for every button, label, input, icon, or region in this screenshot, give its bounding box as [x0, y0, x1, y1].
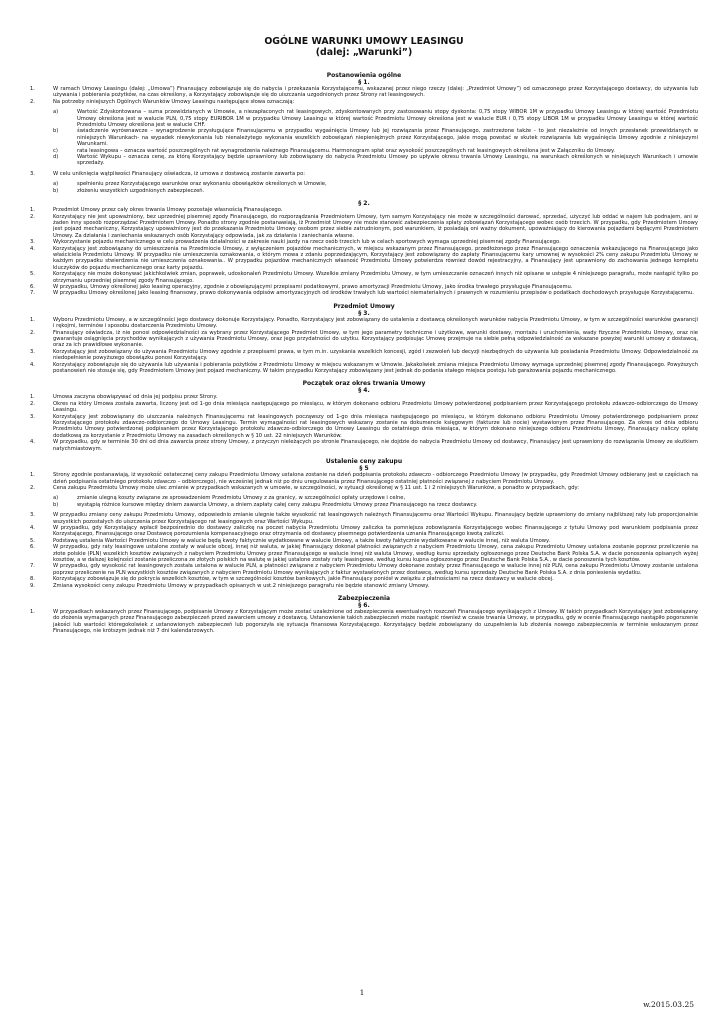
- clause-text: zmianie ulegną koszty związane ze sprowadzeniem Przedmiotu Umowy z za granicy, w szczególności opłaty urzędowe i celne,: [77, 495, 406, 502]
- clause-text: W przypadku zmiany ceny zakupu Przedmiotu Umowy, odpowiednio zmianie ulegnie także wysokość rat leasingowych należnych Finansującemu oraz Wartości Wykupu. Finansujący będzie uprawniony do zmiany najbliższej raty lub proporcjonalnie wszystkich pozostałych do uiszczenia przez Korzystającego rat leasingowych oraz Wartości Wykupu.: [53, 512, 698, 525]
- clause: [30, 290, 698, 296]
- clause-text: W ramach Umowy Leasingu (dalej: „Umowa”) Finansujący zobowiązuje się do nabycia i przekazania Korzystającemu, wskazanej przez niego rzeczy (dalej: „Przedmiot Umowy”) od oznaczonego przez Korzystającego dostawcy, do używania lub używania i pobierania pożytków, na czas określony, a Korzystający zobowiązuje się do uiszczania uzgodnionych przez Strony rat leasingowych.: [53, 86, 698, 99]
- clause-number: 1.: [30, 609, 35, 615]
- clause-number: 9.: [30, 582, 35, 589]
- sub-clause: [30, 188, 698, 194]
- clause-text: Przedmiot Umowy przez cały okres trwania Umowy pozostaje własnością Finansującego.: [53, 207, 283, 214]
- clause-text: Na potrzeby niniejszych Ogólnych Warunków Umowy Leasingu następujące słowa oznaczają:: [53, 98, 295, 105]
- clause-text: wystąpią różnice kursowe między dniem zawarcia Umowy, a dniem zapłaty całej ceny zakupu Przedmiotu Umowy przez Finansującego na rzecz dostawcy.: [77, 501, 478, 508]
- clause-text: W przypadku, gdy w terminie 30 dni od dnia zawarcia przez strony Umowy, z przyczyn nieleżących po stronie Finansującego, nie dojdzie do nabycia Przedmiotu Umowy od dostawcy, Finansujący jest uprawniony do rozwiązania Umowy ze skutkiem natychmiastowym.: [53, 439, 698, 452]
- clause-text: W przypadku, gdy raty leasingowe ustalone zostały w walucie obcej, innej niż waluta, w jakiej Finansujący dokonał płatności związanych z nabyciem Przedmiotu Umowy, cena zakupu Przedmiotu Umowy ustalona zostanie poprzez przeliczenie na złote polskie (PLN) wszelkich kosztów związanych z nabyciem Przedmiotu Umowy przez Finansującego w walucie innej niż waluta Umowy, według kursu sprzedaży ogłoszonego przez Deutsche Bank Polska S.A. w dacie ponoszenia opisanych wyżej kosztów, a w dalszej kolejności zostanie przeliczona ze złotych polskich na walutę w jakiej ustalone zostały raty leasingowe, według kursu kupna ogłoszonego przez Deutsche Bank Polska S.A., w dacie ponoszenia tych kosztów.: [53, 544, 698, 563]
- clause-text: W celu uniknięcia wątpliwości Finansujący oświadcza, iż umowa z dostawcą zostanie zawarta po:: [53, 170, 306, 177]
- clause-number: 1.: [30, 86, 35, 92]
- clause: [30, 583, 698, 589]
- clause-text: Wartość Wykupu – oznacza cenę, za którą Korzystający będzie uprawniony lub zobowiązany do nabycia Przedmiotu Umowy po upływie okresu trwania Umowy Leasingu, na warunkach określonych w niniejszych Warunkach i umowie sprzedaży.: [77, 154, 698, 167]
- clause-number: 1.: [30, 207, 35, 214]
- clause-text: Wykorzystanie pojazdu mechanicznego w celu prowadzenia działalności w zakresie nauki jazdy na rzecz osób trzecich lub w celach sportowych wymaga uprzedniej pisemnej zgody Finansującego.: [53, 239, 561, 246]
- clause: [30, 485, 698, 491]
- section-number: § 5: [359, 465, 369, 473]
- clause: [30, 246, 698, 272]
- clause-text: Cena zakupu Przedmiotu Umowy może ulec zmianie w przypadkach wskazanych w umowie, w szczególności, w sytuacji określonej w § 11 ust. 1 i 2 niniejszych Warunków, a ponadto w przypadkach, gdy:: [53, 484, 579, 491]
- clause: [30, 317, 698, 330]
- clause-text: złożeniu wszystkich uzgodnionych zabezpieczeń.: [77, 187, 205, 194]
- clause-number: 1.: [30, 472, 35, 479]
- section-heading: Przedmiot Umowy: [333, 302, 395, 310]
- clause-text: W przypadku, Umowy określonej jako leasing operacyjny, zgodnie z obowiązującymi przepisami podatkowymi, prawo amortyzacji Przedmiotu Umowy, jako środka trwałego przysługuje Finansującemu.: [53, 283, 573, 290]
- clause: [30, 349, 698, 362]
- clause-number: 4.: [30, 361, 35, 368]
- clause-number: 2.: [30, 484, 35, 491]
- clause: [30, 330, 698, 349]
- section-heading: Postanowienia ogólne: [326, 72, 402, 79]
- clause: [30, 401, 698, 414]
- clause-number: 3.: [30, 239, 35, 246]
- clause: [30, 544, 698, 563]
- section-number: § 4.: [358, 387, 370, 395]
- clause-text: Podstawą ustalenia Wartości Przedmiotu Umowy w walucie będą kwoty faktycznie wydatkowane w walucie Umowy, a także kwoty faktycznie wydatkowane w walucie innej, niż waluta Umowy.: [53, 537, 551, 544]
- clause-number: 5.: [30, 537, 35, 544]
- clause-number: 3.: [30, 170, 35, 177]
- clause: [30, 439, 698, 452]
- clause-text: W przypadkach wskazanych przez Finansującego, podpisanie Umowy z Korzystającym może zostać uzależnione od zabezpieczenia ewentualnych roszczeń Finansującego wynikających z Umowy. W takich przypadkach Korzystający jest zobowiązany do złożenia wymaganych przez Finansującego zabezpieczeń przed zawarciem umowy z dostawcą. Ustanowienie takich zabezpieczeń może nastąpić również w czasie trwania Umowy, w przypadku, gdy w ocenie Finansującego nastąpiło pogorszenie jakości lub wartości któregokolwiek z ustanowionych zabezpieczeń lub pogorszyła się sytuacja finansowa Korzystającego. Korzystający będzie zobowiązany do uzupełnienia lub złożenia nowego zabezpieczenia w terminie wskazanym przez Finansującego, nie krótszym jednak niż 7 dni kalendarzowych.: [53, 609, 698, 635]
- clause: [30, 86, 698, 99]
- clause: [30, 99, 698, 105]
- clause: [30, 512, 698, 525]
- sections-container: [30, 72, 698, 635]
- clause-text: Korzystający jest zobowiązany do umieszczenia na Przedmiocie Umowy, z wyłączeniem pojazdów mechanicznych, w miejscu wskazanym przez Finansującego, przedłożonego przez Finansującego oznaczenia wskazującego na Finansującego jako właściciela Przedmiotu Umowy. W przypadku nie umieszczenia oznakowania, o którym mowa z zdaniu poprzedzającym, Korzystający jest zobowiązany do zapłaty Finansującemu kary umownej w wysokości 2% ceny zakupu Przedmiotu Umowy w każdym przypadku stwierdzenia nie umieszczenia oznakowania.. W przypadku pojazdów mechanicznych własność Przedmiotu Umowy potwierdza również dowód rejestracyjny, a Finansujący jest uprawniony do zachowania jednego kompletu kluczyków do pojazdu mechanicznego oraz karty pojazdu.: [53, 245, 698, 271]
- clause-text: spełnieniu przez Korzystającego warunków oraz wykonaniu obowiązków określonych w Umowie,: [77, 181, 327, 188]
- clause-text: Korzystający jest zobowiązany do używania Przedmiotu Umowy zgodnie z przepisami prawa, w tym m.in. uzyskania wszelkich koncesji, zgód i zezwoleń lub decyzji niezbędnych do używania lub posiadania Przedmiotu Umowy. Odpowiedzialność za niedopełnienie powyższego obowiązku ponosi Korzystający.: [53, 348, 698, 362]
- clause-number: a): [53, 181, 59, 188]
- clause-number: 2.: [30, 329, 35, 336]
- clause-number: 2.: [30, 98, 35, 105]
- clause-number: 4.: [30, 524, 35, 531]
- clause-number: 4.: [30, 245, 35, 252]
- clause-text: Zmiana wysokości ceny zakupu Przedmiotu Umowy w przypadkach opisanych w ust.2 niniejszego paragrafu nie będzie stanowić zmiany Umowy.: [53, 582, 430, 589]
- clause-number: 3.: [30, 348, 35, 355]
- document-subtitle: (dalej: „Warunki”): [315, 47, 413, 58]
- clause: [30, 563, 698, 576]
- clause: [30, 609, 698, 635]
- clause-number: b): [53, 501, 59, 508]
- clause-number: a): [53, 495, 59, 502]
- clause-number: 2.: [30, 400, 35, 407]
- sub-clause: [30, 109, 698, 128]
- clause-number: 3.: [30, 413, 35, 420]
- clause: [30, 472, 698, 485]
- clause-number: 3.: [30, 512, 35, 519]
- clause-number: 6.: [30, 283, 35, 290]
- clause-number: c): [53, 147, 58, 154]
- clause-number: 8.: [30, 576, 35, 583]
- clause-text: W przypadku Umowy określonej jako leasing finansowy, prawo dokonywania odpisów amortyzacyjnych od środków trwałych lub wartości niematerialnych i prawnych w rozumieniu przepisów o podatkach dochodowych przysługuje Korzystającemu.: [53, 290, 694, 297]
- sub-clause: [30, 154, 698, 167]
- clause-text: Korzystający nie jest upoważniony, bez uprzedniej pisemnej zgody Finansującego, do rozporządzania Przedmiotem Umowy, tym samym Korzystający nie może w szczególności darować, sprzedać, użyczyć lub oddać w najem lub podnajem, ani w żaden inny sposób rozporządzać Przedmiotem Umowy. Ponadto strony zgodnie postanawiają, iż Przedmiot Umowy nie może stanowić zabezpieczenia spłaty zobowiązań Korzystającego wobec osób trzecich. W przypadku, gdy Przedmiotem Umowy jest pojazd mechaniczny, Korzystający upoważniony jest do przekazania Przedmiotu Umowy osobom przez siebie zatrudnionym, pod warunkiem, iż posiadają oni ważny dokument, upoważniający do kierowania pojazdami będącymi Przedmiotem Umowy. Za działania i zaniechania wskazanych osób Korzystający odpowiada, jak za działania i zaniechania własne.: [53, 213, 698, 239]
- clause-text: Okres na który Umowa została zawarta, liczony jest od 1-go dnia miesiąca następującego po miesiącu, w którym dokonano odbioru Przedmiotu Umowy potwierdzonej podpisaniem przez Korzystającego protokołu zdawczo-odbiorczego do Umowy Leasingu.: [53, 400, 698, 414]
- section-number: § 3.: [358, 309, 370, 317]
- clause: [30, 171, 698, 177]
- clause: [30, 362, 698, 375]
- clause-text: Korzystający nie może dokonywać jakichkolwiek zmian, poprawek, udoskonaleń Przedmiotu Umowy. Wszelkie zmiany Przedmiotu Umowy, w tym umieszczanie oznaczeń innych niż opisane w ustępie 4 niniejszego paragrafu, może nastąpić tylko po otrzymaniu uprzedniej pisemnej zgody Finansującego.: [53, 271, 698, 284]
- clause-text: Finansujący oświadcza, iż nie ponosi odpowiedzialności za wybrany przez Korzystającego Przedmiot Umowy, w tym jego parametry techniczne i użytkowe, warunki dostawy, montażu i uruchomienia, wady fizyczne Przedmiotu Umowy, oraz nie gwarantuje osiągnięcia przychodów wynikających z używania Przedmiotu Umowy, oraz jego przydatności do użytku. Korzystający podpisując Umowę przejmuje na siebie pełną odpowiedzialność za wskazane powyżej warunki umowy z dostawcą, oraz za ich prawidłowe wykonanie.: [53, 329, 698, 349]
- section-number: § 1.: [358, 79, 370, 86]
- section-heading: Ustalenie ceny zakupu: [325, 458, 403, 466]
- clause-text: Wyboru Przedmiotu Umowy, a w szczególności jego dostawcy dokonuje Korzystający. Ponadto, Korzystający jest zobowiązany do ustalenia z dostawcą określonych warunków nabycia Przedmiotu Umowy, w tym w szczególności warunków gwarancji i rękojmi, terminów i sposobu dostarczenia Przedmiotu Umowy.: [53, 316, 698, 330]
- section-heading: Początek oraz okres trwania Umowy: [302, 380, 426, 388]
- clause-text: Strony zgodnie postanawiają, iż wysokość ostatecznej ceny zakupu Przedmiotu Umowy ustalona zostanie na dzień podpisania protokołu zdawczo - odbiorczego Przedmiotu Umowy (w przypadku, gdy Przedmiot Umowy odbierany jest w częściach na dzień podpisania ostatniego protokołu zdawczo – odbiorczego), nie wcześniej jednak niż po dniu uregulowania przez Finansującego ostatniej płatności związanej z nabyciem Przedmiotu Umowy.: [53, 472, 698, 485]
- clause-number: 5.: [30, 271, 35, 278]
- section-number: § 2.: [358, 200, 370, 208]
- clause-number: d): [53, 154, 59, 161]
- clause: [30, 525, 698, 538]
- clause-text: rata leasingowa – oznacza wartość poszczególnych rat wynagrodzenia należnego Finansującemu. Harmonogram spłat oraz wysokość poszczególnych rat leasingowych określona jest w Załączniku do Umowy.: [77, 147, 615, 154]
- clause-number: 4.: [30, 439, 35, 446]
- clause-text: świadczenie wyrównawcze – wynagrodzenie przysługujące Finansującemu w przypadku wygaśnięcia Umowy lub jej rozwiązania przez Finansującego, zastrzeżone także - to jest niezależnie od innych przesłanek przewidzianych w niniejszych Warunkach- na wypadek niewykonania lub nienależytego wykonania wszelkich zobowiązań niepieniężnych przez Korzystającego, jakie mogą powstać w skutek rozwiązania lub wygaśnięcia Umowy zgodnie z niniejszymi Warunkami.: [77, 128, 698, 148]
- clause: [30, 271, 698, 284]
- document-page: [30, 36, 698, 635]
- clause-number: 2.: [30, 213, 35, 220]
- clause-number: 7.: [30, 563, 35, 570]
- clause: [30, 414, 698, 440]
- sub-clause: [30, 128, 698, 147]
- clause-text: Korzystający zobowiązuje się do używania lub używania i pobierania pożytków z Przedmiotu Umowy w miejscu wskazanym w Umowie. Jakakolwiek zmiana miejsca Przedmiotu Umowy wymaga uprzedniej pisemnej zgody Finansującego. Powyższych postanowień nie stosuje się, gdy Przedmiotem Umowy jest pojazd mechaniczny. W takim przypadku Korzystający zobowiązany jest jednak do podania stałego miejsca postoju lub garażowania pojazdu mechanicznego.: [53, 361, 698, 375]
- sub-clause: [30, 502, 698, 508]
- clause-number: 1.: [30, 394, 35, 401]
- clause-number: 7.: [30, 290, 35, 297]
- clause-text: Wartość Zdyskontowana – suma przewidzianych w Umowie, a niezapłaconych rat leasingowych, zdyskontowanych przy zastosowaniu stopy dyskonta: 0,75 stopy WIBOR 1M w przypadku Umowy Leasingu w której wartość Przedmiotu Umowy określona jest w walucie PLN, 0,75 stopy EURIBOR 1M w przypadku Umowy Leasingu w której wartość Przedmiotu Umowy określona jest w walucie EUR i 0,75 stopy LIBOR 1M w przypadku Umowy Leasingu w której wartość Przedmiotu Umowy określona jest w walucie CHF.: [77, 109, 698, 129]
- clause-number: b): [53, 187, 59, 194]
- document-title: OGÓLNE WARUNKI UMOWY LEASINGU: [264, 36, 464, 47]
- clause-number: 6.: [30, 544, 35, 551]
- clause-text: Korzystający jest zobowiązany do uiszczania należnych Finansującemu rat leasingowych począwszy od 1-go dnia miesiąca następującego po miesiącu, w którym dokonano odbioru Przedmiotu Umowy potwierdzonego podpisaniem przez Korzystającego protokołu zdawczo-odbiorczego do Umowy Leasingu. Termin wymagalności rat leasingowych wskazany zostanie na dokumencie księgowym (fakturze lub nocie) wystawionym przez Finansującego. Za okres od dnia odbioru Przedmiotu Umowy potwierdzonej podpisaniem przez Korzystającego protokołu zdawczo-odbiorczego do Umowy Leasingu do ostatniego dnia miesiąca, w którym dokonano niniejszego odbioru Przedmiotu Umowy, Finansujący naliczy opłatę dodatkową za korzystanie z Przedmiotu Umowy na zasadach określonych w § 10 ust. 22 niniejszych Warunków.: [53, 413, 698, 439]
- clause-number: b): [53, 128, 59, 135]
- clause-text: W przypadku, gdy Korzystający wpłacił bezpośrednio do dostawcy zaliczkę na poczet nabycia Przedmiotu Umowy zaliczka ta pomniejsza zobowiązania Korzystającego wobec Finansującego z tytułu Umowy pod warunkiem podpisania przez Korzystającego, Finansującego oraz Dostawcę porozumienia kompensacyjnego oraz otrzymania od dostawcy pisemnego potwierdzenia uznania Finansującego kwotą zaliczki.: [53, 524, 698, 538]
- clause-number: 1.: [30, 316, 35, 323]
- page-number: 1: [359, 988, 365, 997]
- section-number: § 6.: [358, 602, 370, 609]
- clause: [30, 214, 698, 240]
- clause-text: W przypadku, gdy wysokość rat leasingowych została ustalona w walucie PLN, a płatności związane z nabyciem Przedmiotu Umowy dokonane zostały przez Finansującego w walucie innej niż PLN, cena zakupu Przedmiotu Umowy zostanie ustalona poprzez przeliczenie na PLN wszystkich kosztów związanych z nabyciem Przedmiotu Umowy wynikających z faktur wystawionych przez dostawcę, według kursu sprzedaży Deutsche Bank Polska S.A. z dnia poniesienia wydatku.: [53, 563, 698, 576]
- clause-number: a): [53, 109, 59, 116]
- clause-text: Umowa zaczyna obowiązywać od dnia jej podpisu przez Strony.: [53, 394, 218, 401]
- document-version: w.2015.03.25: [643, 1000, 694, 1009]
- clause-text: Korzystający zobowiązuje się do pokrycia wszelkich kosztów, w tym w szczególności kosztów bankowych, jakie Finansujący poniósł w związku z płatnościami na rzecz dostawcy w walucie obcej.: [53, 576, 554, 583]
- section-heading: Zabezpieczenia: [337, 595, 391, 602]
